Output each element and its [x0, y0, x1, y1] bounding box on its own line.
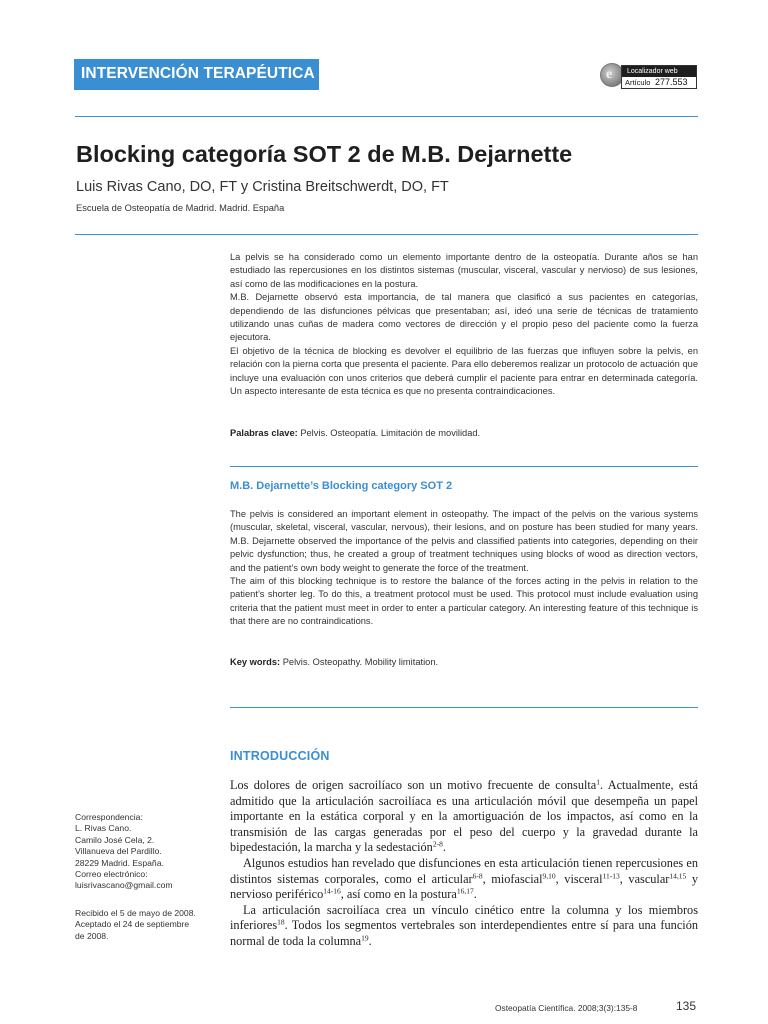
citation-ref[interactable]: 19	[361, 933, 369, 943]
accepted-date-cont: de 2008.	[75, 930, 109, 941]
keywords-english	[230, 657, 438, 667]
citation-ref[interactable]: 11-13	[602, 871, 620, 881]
keywords-es-label: Palabras clave:	[230, 428, 298, 438]
locator-article-label: Artículo	[625, 78, 651, 87]
citation-ref[interactable]: 18	[277, 917, 285, 927]
abstract-spanish	[230, 251, 698, 398]
journal-citation: Osteopatía Científica. 2008;3(3):135-8	[495, 1003, 638, 1013]
correspondence-line: Camilo José Cela, 2.	[75, 834, 155, 845]
correspondence-email[interactable]: luisrivascano@gmail.com	[75, 880, 173, 891]
header-divider	[75, 116, 698, 117]
locator-title: Localizador web	[622, 66, 696, 77]
abstract-divider	[230, 466, 698, 467]
citation-ref[interactable]: 6-8	[472, 871, 483, 881]
correspondence-heading: Correspondencia:	[75, 812, 143, 822]
article-authors: Luis Rivas Cano, DO, FT y Cristina Breitschwerdt, DO, FT	[76, 179, 449, 195]
introduction-body	[230, 778, 698, 950]
abstract-en-paragraph: The aim of this blocking technique is to restore the balance of the forces acting in the pelvis in relation to the patient’s shorter leg. To do this, a treatment protocol must be used. This protocol must include evaluation using criteria that the patient must meet in order to enter a particular category. An interesting feature of this technique is that there are no contraindications.	[230, 576, 698, 627]
elsevier-logo-icon: e	[600, 63, 624, 87]
citation-ref[interactable]: 16,17	[456, 886, 474, 896]
page-number: 135	[676, 999, 697, 1013]
introduction-heading: INTRODUCCIÓN	[230, 749, 330, 763]
abstract-es-paragraph: M.B. Dejarnette observó esta importancia, de tal manera que clasificó a sus pacientes en categorías, dependiendo de las disfunciones pélvicas que presentaban; así, ideó una serie de técnicas de tratamiento utilizando unas cuñas de madera como vectores de dirección y el propio peso del paciente como la fuerza ejecutora.	[230, 292, 698, 343]
body-divider	[230, 707, 698, 708]
citation-ref[interactable]: 2-8	[432, 839, 443, 849]
locator-article-number: 277.553	[655, 77, 688, 87]
citation-ref[interactable]: 14,15	[669, 871, 687, 881]
article-dates	[75, 908, 215, 942]
article-affiliation: Escuela de Osteopatía de Madrid. Madrid. España	[76, 203, 285, 213]
correspondence-block	[75, 812, 215, 892]
intro-paragraph: La articulación sacroilíaca crea un vínculo cinético entre la columna y los miembros inferiores$^{18}$. Todos los segmentos vertebrales son interdependientes entre sí para una función normal de toda la columna$^{19}$.	[230, 902, 698, 948]
correspondence-line: L. Rivas Cano.	[75, 823, 132, 834]
intro-paragraph: Algunos estudios han revelado que disfunciones en esta articulación tienen repercusiones en distintos sistemas corporales, como el articular$^{6-8}$, miofascial$^{9,10}$, visceral$^{11-13}$, vascular$^{14,15}$ y nervioso periférico$^{14-16}$, así como en la postura$^{16,17}$.	[230, 855, 699, 902]
citation-ref[interactable]: 14-16	[323, 886, 341, 896]
abstract-english	[230, 508, 698, 629]
abstract-es-paragraph: La pelvis se ha considerado como un elemento importante dentro de la osteopatía. Durante años se han estudiado las repercusiones en los distintos sistemas (muscular, visceral, vascular y nervioso) de sus lesiones, así como de las modificaciones en la postura.	[230, 252, 698, 289]
correspondence-line: Correo electrónico:	[75, 869, 148, 880]
received-date: Recibido el 5 de mayo de 2008.	[75, 908, 196, 918]
keywords-en-values: Pelvis. Osteopathy. Mobility limitation.	[282, 657, 439, 667]
keywords-en-label: Key words:	[230, 657, 281, 667]
section-label: INTERVENCIÓN TERAPÉUTICA	[74, 59, 319, 90]
abstract-en-paragraph: The pelvis is considered an important element in osteopathy. The impact of the pelvis on the various systems (muscular, skeletal, visceral, vascular, nervous), their lesions, and on posture has been studied for many years. M.B. Dejarnette observed the importance of the pelvis and classified patients into categories, depending on their pelvic dysfunction; thus, he created a group of treatment techniques using blocks of wood as direction vectors, and the patient’s own body weight to generate the force of the treatment.	[230, 509, 698, 573]
article-title: Blocking categoría SOT 2 de M.B. Dejarnette	[76, 141, 573, 167]
keywords-spanish	[230, 428, 480, 438]
abstract-es-paragraph: El objetivo de la técnica de blocking es devolver el equilibrio de las fuerzas que influyen sobre la pelvis, en relación con la pierna corta que presenta el paciente. Para ello deberemos realizar un protocolo de actuación que incluye una evaluación con unos criterios que deberá cumplir el paciente para entrar en determinada categoría. Un aspecto interesante de esta técnica es que no presenta contraindicaciones.	[230, 345, 698, 397]
citation-ref[interactable]: 9,10	[542, 871, 556, 881]
web-locator-badge[interactable]	[600, 62, 697, 90]
intro-paragraph: Los dolores de origen sacroilíaco son un motivo frecuente de consulta$^1$. Actualmente, está admitido que la articulación sacroilíaca es una articulación móvil que desempeña un papel importante en la estática corporal y en la amortiguación de los impactos, así como en la transmisión de las cargas generadas por el peso del cuerpo y la gravedad durante la bipedestación, la marcha y la sedestación$^{2-8}$.	[230, 777, 699, 855]
citation-ref[interactable]: 1	[596, 777, 601, 787]
keywords-es-values: Pelvis. Osteopatía. Limitación de movilidad.	[300, 428, 481, 438]
english-abstract-title: M.B. Dejarnette’s Blocking category SOT 2	[230, 480, 453, 492]
accepted-date: Aceptado el 24 de septiembre	[75, 919, 190, 930]
correspondence-line: Villanueva del Pardillo.	[75, 846, 162, 857]
correspondence-line: 28229 Madrid. España.	[75, 857, 164, 868]
title-divider	[75, 234, 698, 235]
